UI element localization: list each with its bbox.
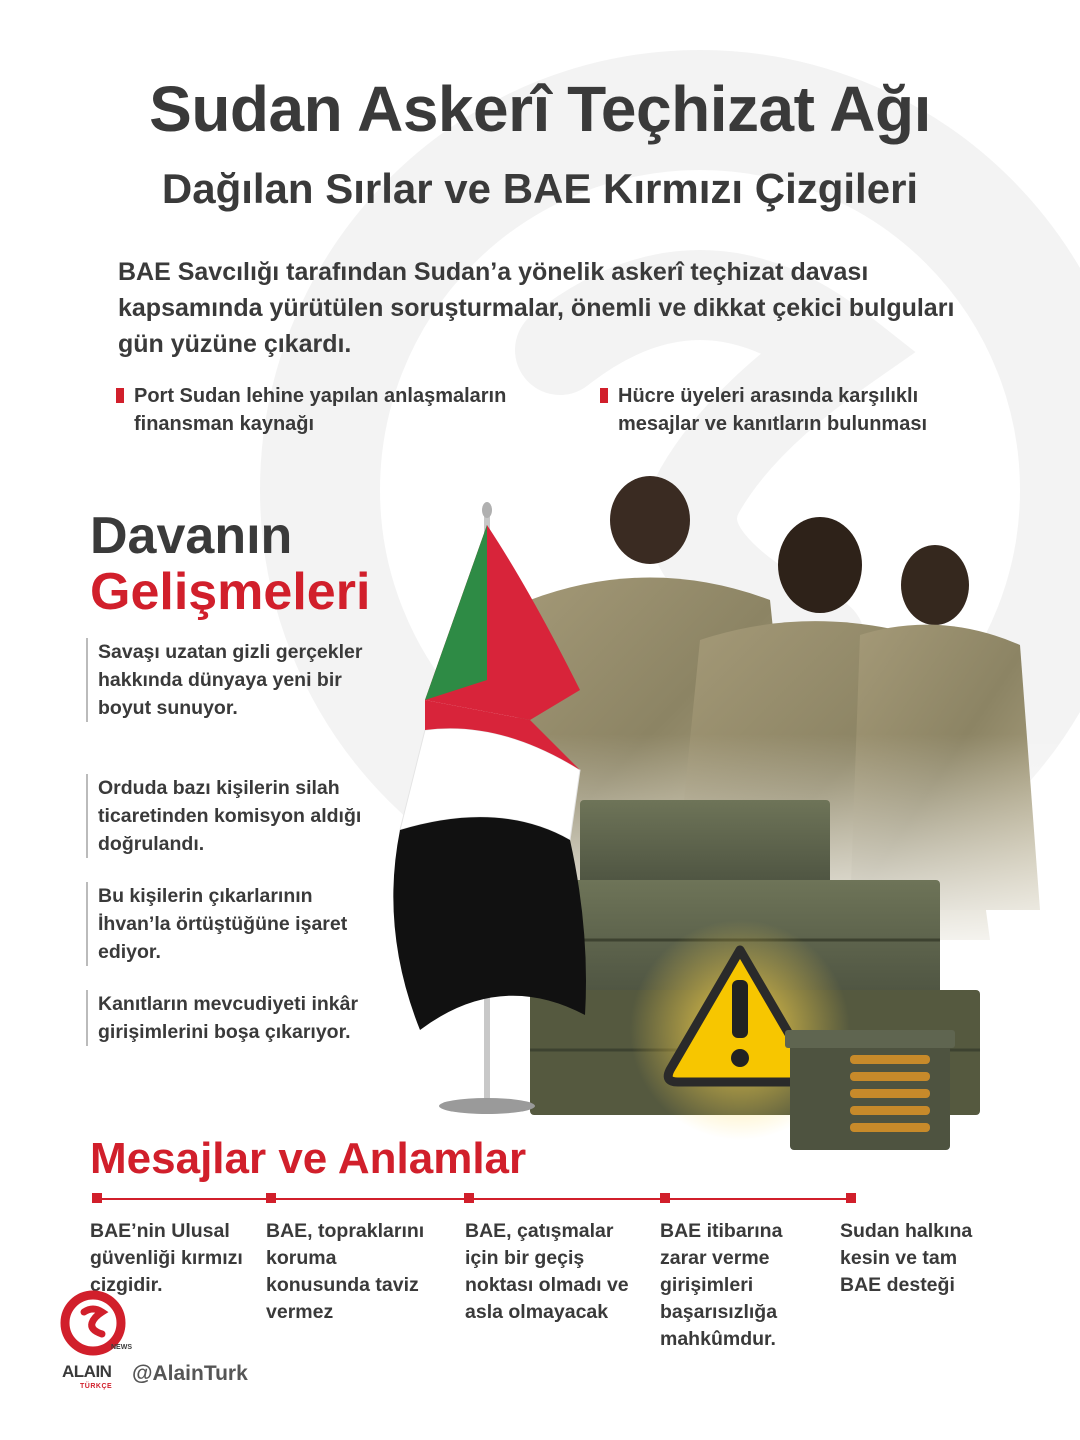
intro-paragraph: BAE Savcılığı tarafından Sudan’a yönelik askerî teçhizat davası kapsamında yürütülen soruşturmalar, önemli ve dikkat çekici bulguları gün yüzüne çıkardı. [118, 258, 955, 358]
finding-item [618, 382, 978, 438]
ammo-box-image [785, 1030, 955, 1150]
developments-heading-line1: Davanın [90, 507, 293, 565]
timeline-marker-icon [266, 1193, 276, 1203]
development-item: Kanıtların mevcudiyeti inkâr girişimlerini boşa çıkarıyor. [86, 990, 388, 1046]
message-item: Sudan halkına kesin ve tam BAE desteği [840, 1220, 973, 1296]
logo-news-label: NEWS [111, 1344, 132, 1351]
message-item: BAE, topraklarını koruma konusunda taviz vermez [266, 1220, 425, 1323]
timeline-marker-icon [92, 1193, 102, 1203]
page-subtitle: Dağılan Sırlar ve BAE Kırmızı Çizgileri [161, 165, 919, 212]
development-item: Savaşı uzatan gizli gerçekler hakkında dünyaya yeni bir boyut sunuyor. [86, 638, 388, 722]
red-bullet-icon [116, 388, 124, 403]
developments-heading-line2: Gelişmeleri [90, 563, 371, 621]
development-item: Bu kişilerin çıkarlarının İhvan’la örtüştüğüne işaret ediyor. [86, 882, 388, 966]
messages-timeline [96, 1198, 856, 1200]
logo-subtitle: TÜRKÇE [80, 1383, 113, 1390]
timeline-marker-icon [464, 1193, 474, 1203]
developments-heading [90, 508, 370, 620]
finding-item [134, 382, 554, 438]
timeline-marker-icon [660, 1193, 670, 1203]
development-item: Orduda bazı kişilerin silah ticaretinden komisyon aldığı doğrulandı. [86, 774, 388, 858]
logo-wordmark: ALAIN [62, 1362, 112, 1381]
illustration [380, 470, 1080, 1170]
message-item: BAE’nin Ulusal güvenliği kırmızı çizgidir. [90, 1220, 243, 1296]
message-item: BAE, çatışmalar için bir geçiş noktası olmadı ve asla olmayacak [465, 1220, 629, 1323]
page-title: Sudan Askerî Teçhizat Ağı [149, 73, 931, 145]
finding-text: Port Sudan lehine yapılan anlaşmaların finansman kaynağı [134, 385, 507, 435]
red-bullet-icon [600, 388, 608, 403]
social-handle[interactable]: @AlainTurk [132, 1362, 248, 1385]
message-item: BAE itibarına zarar verme girişimleri başarısızlığa mahkûmdur. [660, 1220, 783, 1350]
messages-heading: Mesajlar ve Anlamlar [90, 1134, 527, 1183]
timeline-marker-icon [846, 1193, 856, 1203]
finding-text: Hücre üyeleri arasında karşılıklı mesajlar ve kanıtların bulunması [618, 385, 928, 435]
